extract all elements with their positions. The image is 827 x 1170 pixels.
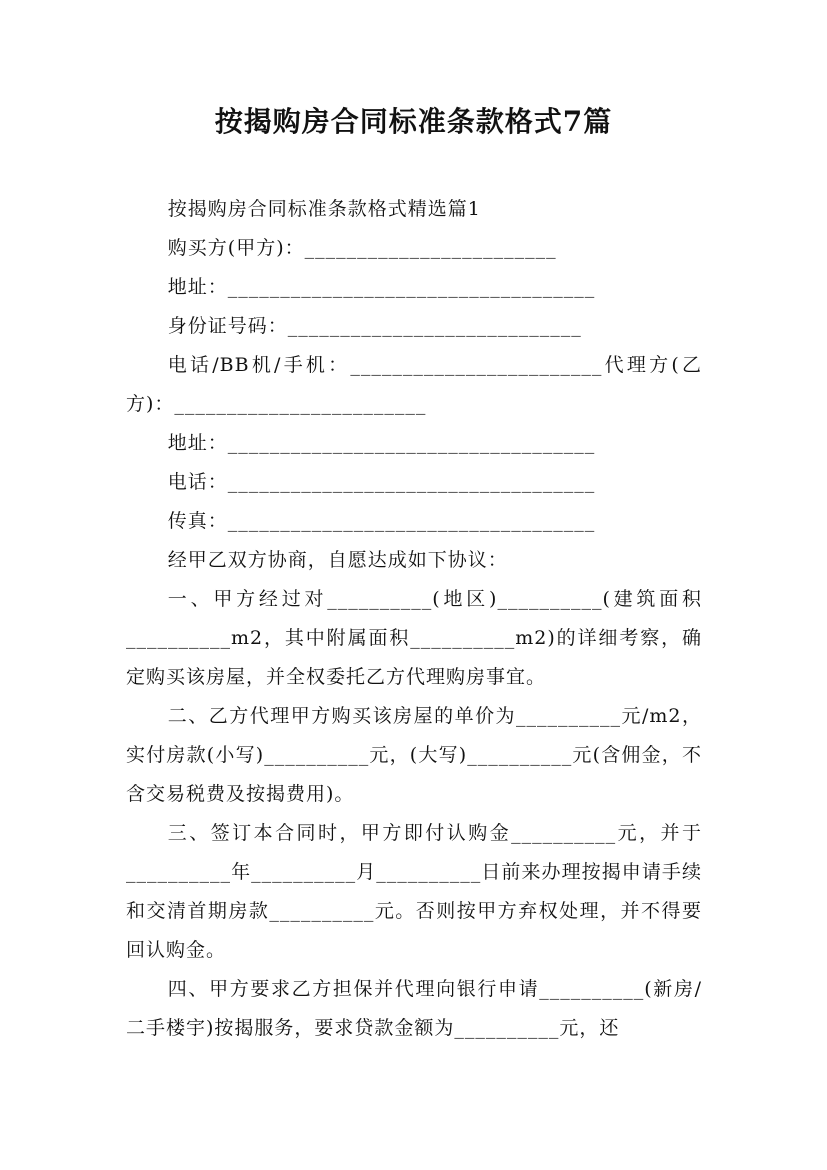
document-body	[126, 190, 702, 1048]
agent-phone-field: 电话：___________________________________	[167, 471, 596, 493]
document-title: 按揭购房合同标准条款格式7篇	[214, 105, 613, 138]
buyer-field: 购买方(甲方)：________________________	[167, 237, 557, 259]
buyer-address-field: 地址：___________________________________	[167, 276, 596, 298]
agent-fax-field: 传真：___________________________________	[167, 510, 596, 532]
phone-and-agent-field: 电话/BB机/手机：________________________代理方(乙方)：________________________	[126, 354, 702, 415]
section-heading: 按揭购房合同标准条款格式精选篇1	[167, 198, 481, 220]
id-number-field: 身份证号码：____________________________	[167, 315, 582, 337]
agreement-intro: 经甲乙双方协商，自愿达成如下协议：	[167, 549, 508, 571]
agent-address-field: 地址：___________________________________	[167, 432, 596, 454]
clause-4: 四、甲方要求乙方担保并代理向银行申请__________(新房/二手楼宇)按揭服务，要求贷款金额为__________元，还	[126, 978, 702, 1039]
clause-3: 三、签订本合同时，甲方即付认购金__________元，并于__________年__________月__________日前来办理按揭申请手续和交清首期房款__________元。否则按甲方弃权处理，并不得要回认购金。	[126, 822, 702, 961]
clause-1: 一、甲方经过对__________(地区)__________(建筑面积__________m2，其中附属面积__________m2)的详细考察，确定购买该房屋，并全权委托乙方代理购房事宜。	[126, 588, 702, 688]
clause-2: 二、乙方代理甲方购买该房屋的单价为__________元/m2，实付房款(小写)__________元，(大写)__________元(含佣金，不含交易税费及按揭费用)。	[126, 705, 702, 805]
